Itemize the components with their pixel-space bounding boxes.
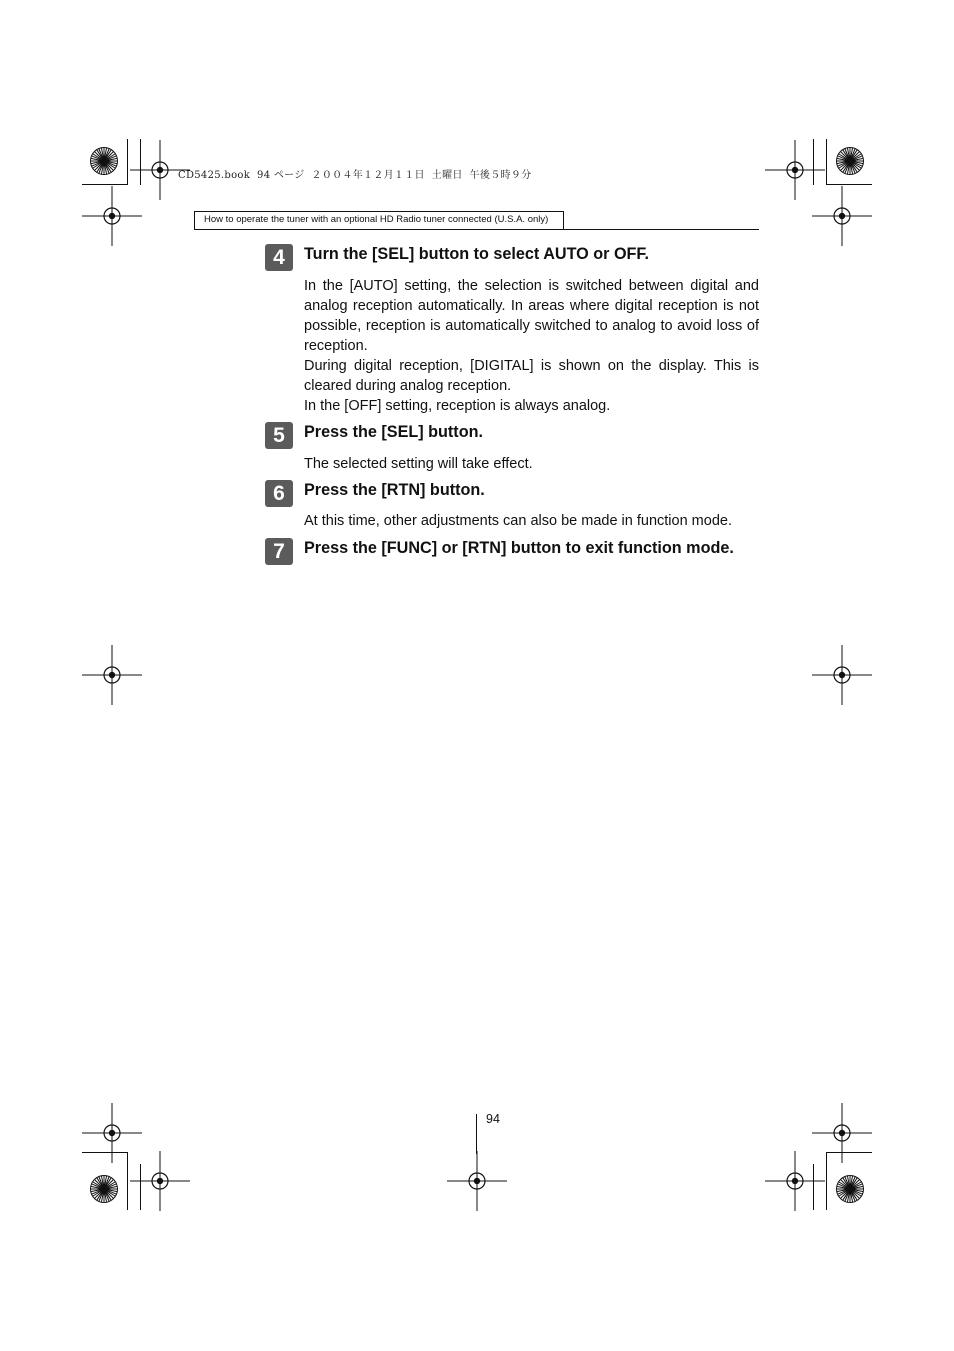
registration-mark-icon bbox=[82, 186, 142, 246]
step-body bbox=[304, 276, 759, 416]
step-body bbox=[304, 454, 759, 474]
crop-line bbox=[826, 1152, 827, 1210]
crop-line bbox=[82, 1152, 128, 1153]
crop-line bbox=[826, 184, 872, 185]
running-head: How to operate the tuner with an optional HD Radio tuner connected (U.S.A. only) bbox=[194, 211, 564, 229]
step-title: Turn the [SEL] button to select AUTO or OFF. bbox=[304, 245, 650, 263]
crop-line bbox=[826, 139, 827, 185]
registration-mark-icon bbox=[447, 1151, 507, 1211]
paragraph: The selected setting will take effect. bbox=[304, 456, 533, 472]
step-number: 6 bbox=[265, 480, 293, 507]
color-rosette-icon bbox=[89, 146, 119, 176]
color-rosette-icon bbox=[89, 1174, 119, 1204]
running-head-rule bbox=[194, 229, 759, 230]
registration-mark-icon bbox=[812, 186, 872, 246]
crop-line bbox=[127, 1152, 128, 1210]
registration-mark-icon bbox=[812, 645, 872, 705]
step-number: 4 bbox=[265, 244, 293, 271]
paragraph: At this time, other adjustments can also be made in function mode. bbox=[304, 513, 732, 529]
color-rosette-icon bbox=[835, 1174, 865, 1204]
registration-mark-icon bbox=[130, 1151, 190, 1211]
paragraph: During digital reception, [DIGITAL] is shown on the display. This is cleared during analog reception. bbox=[304, 358, 759, 394]
step-title: Press the [FUNC] or [RTN] button to exit function mode. bbox=[304, 539, 734, 557]
print-info: CD5425.book 94 ページ ２００４年１２月１１日 土曜日 午後５時９分 bbox=[178, 170, 532, 181]
step-number: 5 bbox=[265, 422, 293, 449]
color-rosette-icon bbox=[835, 146, 865, 176]
crop-line bbox=[476, 1114, 477, 1154]
step-number: 7 bbox=[265, 538, 293, 565]
step-body bbox=[304, 511, 759, 531]
step-title: Press the [RTN] button. bbox=[304, 481, 485, 499]
crop-line bbox=[826, 1152, 872, 1153]
page-number: 94 bbox=[486, 1112, 500, 1126]
step-title: Press the [SEL] button. bbox=[304, 423, 483, 441]
registration-mark-icon bbox=[765, 1151, 825, 1211]
crop-line bbox=[127, 139, 128, 185]
registration-mark-icon bbox=[82, 645, 142, 705]
paragraph: In the [AUTO] setting, the selection is switched between digital and analog reception automatically. In areas where digital reception is not possible, reception is automatically switched to analog to avoid loss of reception. bbox=[304, 278, 759, 354]
paragraph: In the [OFF] setting, reception is always analog. bbox=[304, 398, 611, 414]
crop-line bbox=[82, 184, 128, 185]
